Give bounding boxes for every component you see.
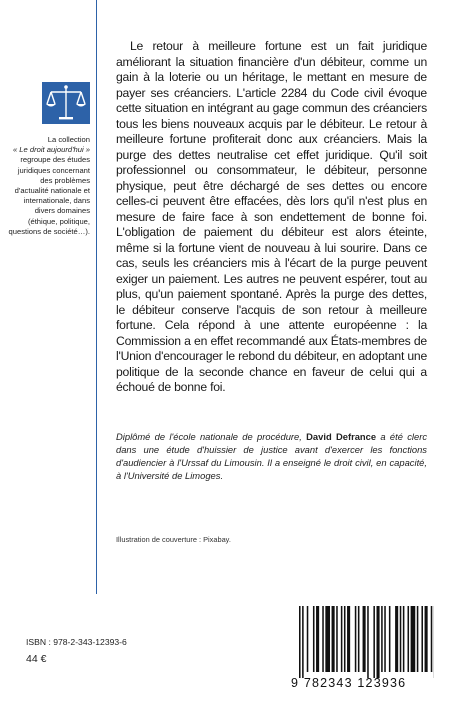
scales-of-justice-icon: [42, 82, 90, 124]
collection-series-name: « Le droit aujourd'hui »: [12, 145, 90, 155]
collection-description: [6, 135, 90, 237]
bio-details: a été clerc dans une étude d'huissier de justice avant d'exercer les fonctions d'audiencier à l'Urssaf du Limousin. Il a enseigné le droit civil, en capacité, à l'Université de Limoges.: [116, 431, 428, 481]
author-biography: [116, 430, 427, 482]
vertical-divider-line: [96, 0, 97, 594]
bio-intro: Diplômé de l'école nationale de procédure,: [116, 431, 307, 442]
isbn-number: ISBN : 978-2-343-12393-6: [26, 637, 127, 647]
barcode-number: 9 782343 123936: [291, 676, 407, 690]
author-name: David Defrance: [306, 431, 377, 442]
back-cover-summary: Le retour à meilleure fortune est un fait juridique améliorant la situation financière d'un débiteur, comme un gain à la loterie ou un héritage, le mettant en mesure de payer ses créanciers. L'article 2284 du Code civil évoque cette situation en intégrant au gage commun des créanciers tous les biens nouveaux acquis par le débiteur. Le retour à meilleure fortune profiterait donc aux créanciers. Mais la purge des dettes neutralise cet effet juridique. Qu'il soit professionnel ou consommateur, le débiteur, personne physique, peut être déchargé de ses dettes ou encore celles-ci peuvent être effacées, dès lors qu'il n'est plus en mesure de faire face à son endettement de bonne foi. L'obligation de paiement du débiteur est alors éteinte, même si la fortune vient de nouveau à lui sourire. Dans ce cas, seuls les créanciers mis à l'écart de la purge peuvent exiger un paiement. Les autres ne peuvent espérer, tout au plus, qu'un paiement spontané. Après la purge des dettes, le débiteur conserve l'acquis de son retour à meilleure fortune. Cela répond à une attente européenne : la Commission a en effet recommandé aux États-membres de l'Union d'encourager le rebond du débiteur, en adoptant une politique de la seconde chance en faveur de celui qui a échoué de bonne foi.: [116, 39, 427, 394]
barcode-icon: [296, 606, 434, 678]
price: 44 €: [26, 653, 47, 665]
collection-details: regroupe des études juridiques concernant des problèmes d'actualité nationale et internationale, dans divers domaines (éthique, politique, questions de société…).: [8, 155, 90, 236]
illustration-credit: Illustration de couverture : Pixabay.: [116, 535, 231, 544]
collection-intro: La collection: [47, 135, 90, 144]
